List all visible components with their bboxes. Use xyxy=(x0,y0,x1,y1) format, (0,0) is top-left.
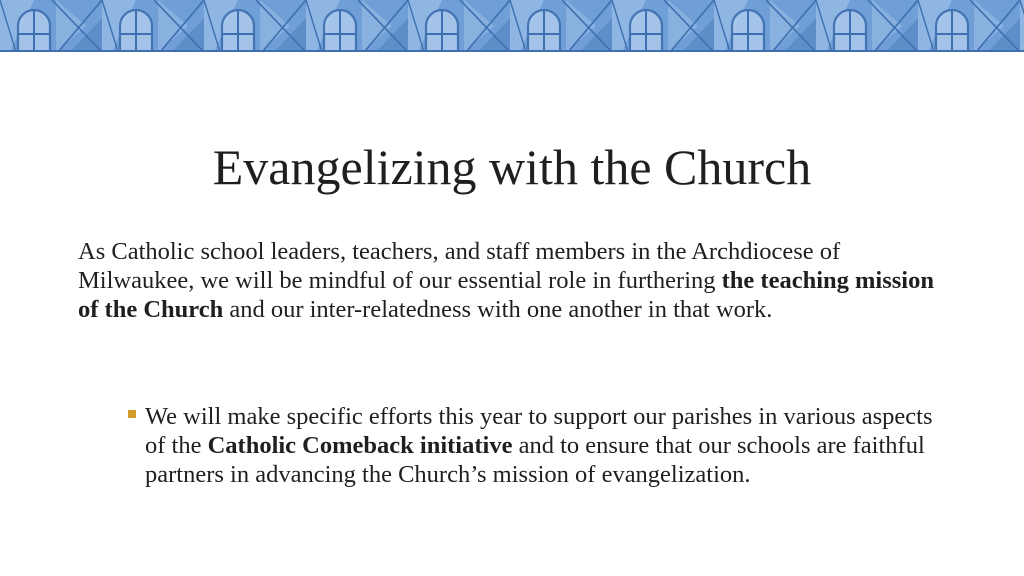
bullet-bold-text: Catholic Comeback initiative xyxy=(207,432,513,459)
stained-glass-banner xyxy=(0,0,1024,52)
intro-text-2: and our inter-relatedness with one another in that work. xyxy=(223,296,773,323)
bullet-paragraph xyxy=(145,402,948,489)
bullet-text-2: and to ensure that our schools are faithful partners in advancing the Church’s mission of evangelization. xyxy=(145,432,925,488)
bullet-item xyxy=(128,402,948,489)
intro-paragraph xyxy=(78,237,958,324)
stained-glass-pattern-icon xyxy=(0,0,1024,52)
intro-bold-text: the teaching mission of the Church xyxy=(78,267,934,323)
bullet-text-1: We will make specific efforts this year to support our parishes in various aspects of the xyxy=(145,403,933,459)
intro-text-1: As Catholic school leaders, teachers, and staff members in the Archdiocese of Milwaukee, we will be mindful of our essential role in furthering xyxy=(78,238,841,294)
slide-title: Evangelizing with the Church xyxy=(212,139,812,195)
square-bullet-icon xyxy=(128,410,136,418)
